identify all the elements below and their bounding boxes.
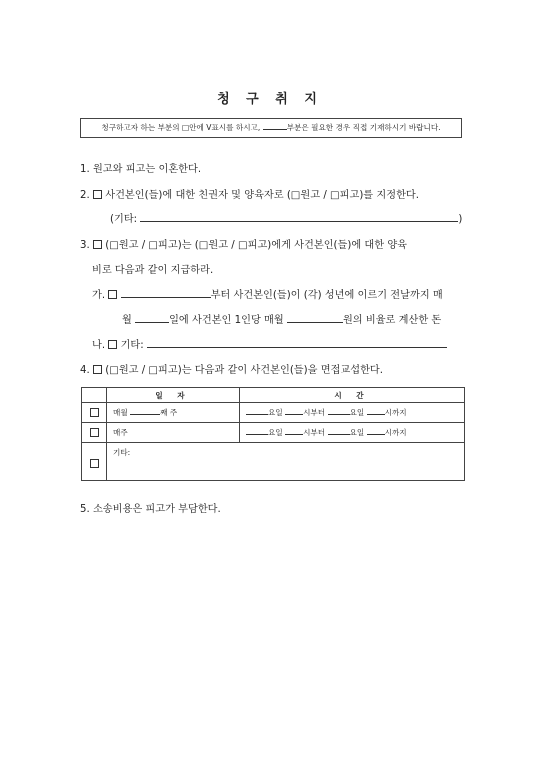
- row-1-from-label: 시부터: [303, 408, 326, 417]
- item-3a-text-3: 원의 비율로 계산한 돈: [342, 315, 442, 326]
- item-2: [80, 186, 419, 201]
- page-title: 청 구 취 지: [217, 92, 323, 107]
- item-3a-checkbox[interactable]: [108, 290, 117, 299]
- row-1-day2-blank[interactable]: [328, 407, 350, 415]
- item-3a: [92, 286, 443, 301]
- item-3a-month: 월: [122, 315, 132, 326]
- row-1-day2-label: 요일: [349, 408, 365, 417]
- item-3b-label: 나.: [92, 340, 106, 351]
- item-3b-text: 기타:: [120, 340, 144, 351]
- visitation-schedule-table: [81, 387, 465, 481]
- item-3b-checkbox[interactable]: [108, 340, 117, 349]
- row-2-from-label: 시부터: [303, 428, 326, 437]
- item-2-checkbox[interactable]: [93, 190, 102, 199]
- instruction-notice: [80, 118, 462, 138]
- row-2-day-label: 요일: [268, 428, 283, 437]
- item-3a-label: 가.: [92, 290, 106, 301]
- item-4-checkbox[interactable]: [93, 365, 102, 374]
- row-1-to-label: 시까지: [384, 408, 407, 417]
- row-2-day2-blank[interactable]: [328, 427, 350, 435]
- row-2-checkbox[interactable]: [90, 428, 99, 437]
- item-4-number: 4.: [80, 365, 90, 376]
- row-1-checkbox[interactable]: [90, 408, 99, 417]
- item-3a-text: 부터 사건본인(들)이 (각) 성년에 이르기 전날까지 매: [210, 290, 443, 301]
- item-3b-blank[interactable]: [147, 338, 447, 348]
- item-4: [80, 361, 383, 376]
- item-3-text: (□원고 / □피고)는 (□원고 / □피고)에게 사건본인(들)에 대한 양육: [105, 240, 408, 251]
- notice-text-2: 부분은 필요한 경우 직접 기재하시기 바랍니다.: [286, 123, 441, 132]
- row-2-day-blank[interactable]: [246, 427, 268, 435]
- row-1-day-blank[interactable]: [246, 407, 268, 415]
- table-header-row: [82, 388, 465, 403]
- item-4-text: (□원고 / □피고)는 다음과 같이 사건본인(들)을 면접교섭한다.: [105, 365, 383, 376]
- row-2-from-blank[interactable]: [285, 427, 303, 435]
- header-date: 일 자: [107, 388, 240, 403]
- item-2-other-close: ): [458, 214, 463, 225]
- item-3a-cont: [122, 311, 441, 326]
- row-1-day-label: 요일: [268, 408, 283, 417]
- item-2-number: 2.: [80, 190, 90, 201]
- item-1: 1. 원고와 피고는 이혼한다.: [80, 164, 202, 175]
- item-3-number: 3.: [80, 240, 90, 251]
- notice-text-1: 청구하고자 하는 부분의 □안에 V표시를 하시고,: [101, 123, 261, 132]
- row-2-weekly: 매주: [107, 423, 240, 443]
- item-3-text-cont: 비로 다음과 같이 지급하라.: [92, 265, 214, 276]
- row-3-checkbox[interactable]: [90, 459, 99, 468]
- item-3a-text-2: 일에 사건본인 1인당 매월: [169, 315, 284, 326]
- table-row: [82, 403, 465, 423]
- item-2-other-blank[interactable]: [140, 212, 458, 222]
- table-row: [82, 423, 465, 443]
- item-3a-day-blank[interactable]: [135, 313, 169, 323]
- item-2-other-label: (기타:: [110, 214, 138, 225]
- item-5: 5. 소송비용은 피고가 부담한다.: [80, 504, 221, 515]
- row-1-from-blank[interactable]: [285, 407, 303, 415]
- row-2-to-blank[interactable]: [367, 427, 385, 435]
- row-1-monthly: 매월: [113, 408, 128, 417]
- item-3a-start-blank[interactable]: [121, 288, 211, 298]
- row-1-week-blank[interactable]: [130, 407, 160, 415]
- item-3-checkbox[interactable]: [93, 240, 102, 249]
- header-time: 시 간: [240, 388, 465, 403]
- table-row: [82, 443, 465, 481]
- row-2-to-label: 시까지: [384, 428, 407, 437]
- item-2-other: [110, 210, 462, 225]
- row-1-week-label: 째 주: [160, 408, 178, 417]
- notice-blank-sample: [263, 122, 287, 130]
- item-2-text: 사건본인(들)에 대한 친권자 및 양육자로 (□원고 / □피고)를 지정한다.: [105, 190, 419, 201]
- row-1-to-blank[interactable]: [367, 407, 385, 415]
- row-2-day2-label: 요일: [349, 428, 365, 437]
- item-3: [80, 236, 407, 251]
- item-3a-amount-blank[interactable]: [287, 313, 343, 323]
- row-3-other[interactable]: 기타:: [107, 443, 465, 481]
- item-3b: [92, 336, 447, 351]
